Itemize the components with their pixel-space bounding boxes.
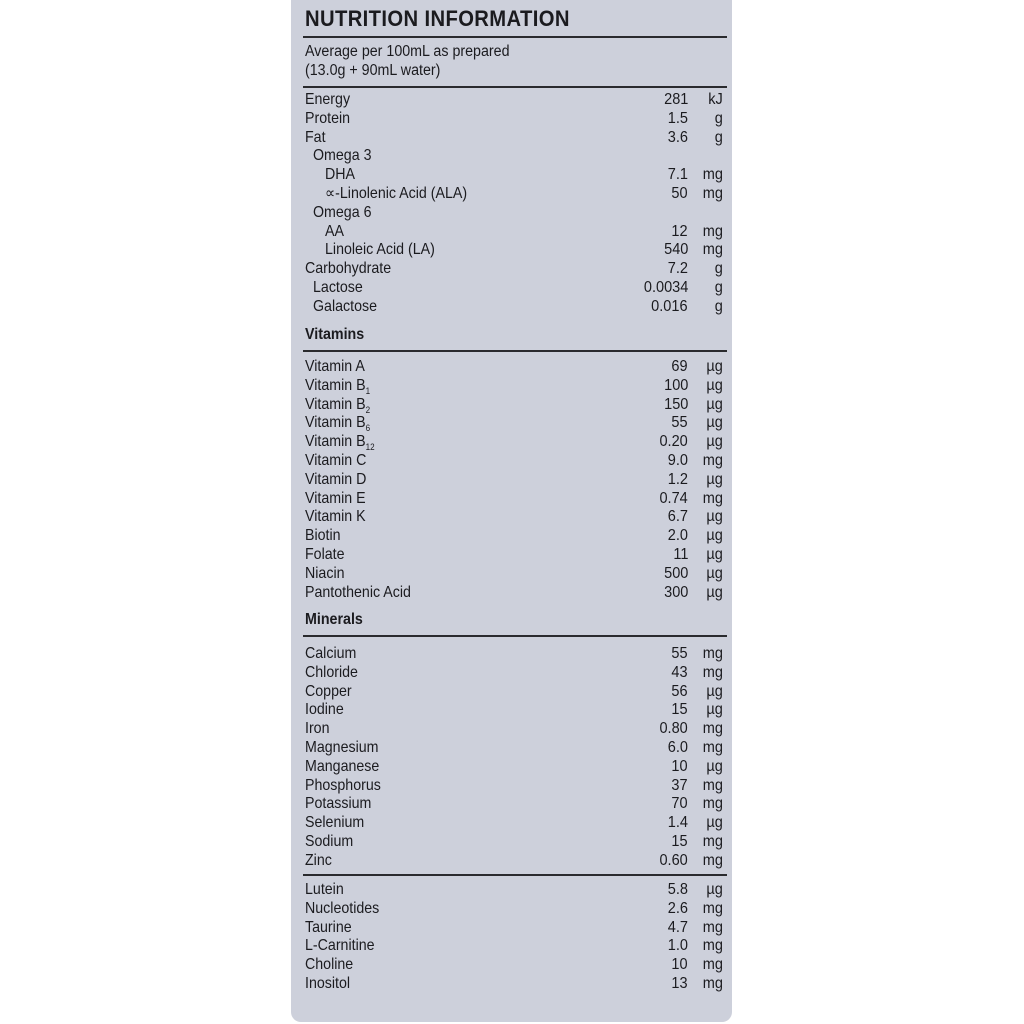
nutrient-row: [305, 795, 725, 814]
nutrient-row: [305, 527, 725, 546]
nutrient-name: [305, 900, 379, 919]
nutrient-unit: g: [714, 297, 723, 315]
minerals-rule: [303, 635, 727, 637]
nutrient-label: Phosphorus: [305, 776, 381, 794]
vitamins-rule: [303, 350, 727, 352]
nutrient-row: [305, 129, 725, 148]
nutrient-name: [305, 814, 364, 833]
nutrient-unit: kJ: [708, 91, 723, 108]
nutrient-label: Vitamin K: [305, 508, 366, 526]
nutrient-label: Sodium: [305, 833, 354, 850]
nutrient-unit: mg: [702, 241, 723, 259]
section-minerals: Minerals: [305, 611, 363, 628]
nutrient-row: [305, 396, 725, 415]
nutrient-label: Omega 3: [313, 147, 372, 165]
nutrient-row: [305, 508, 725, 527]
nutrient-label: Selenium: [305, 814, 365, 832]
section-vitamins: Vitamins: [305, 326, 365, 343]
nutrient-value: 0.80: [659, 720, 688, 738]
nutrient-value: 281: [663, 91, 688, 108]
nutrient-subscript: 6: [365, 423, 371, 434]
nutrient-name: [305, 527, 341, 546]
nutrient-value: 0.60: [659, 851, 688, 869]
nutrient-row: [305, 701, 725, 720]
nutrient-value: 5.8: [667, 881, 688, 898]
title-rule: [303, 36, 727, 38]
nutrient-unit: mg: [702, 851, 723, 869]
nutrient-value: 300: [663, 583, 688, 601]
nutrient-label: Galactose: [313, 297, 378, 315]
nutrient-value: 10: [671, 956, 688, 974]
nutrient-row: [305, 546, 725, 565]
nutrient-label: Zinc: [305, 851, 332, 869]
nutrient-label: Energy: [305, 91, 351, 108]
nutrient-unit: µg: [706, 470, 723, 488]
nutrient-row: [305, 490, 725, 509]
nutrient-unit: mg: [702, 776, 723, 794]
nutrient-value: 10: [671, 757, 688, 775]
nutrient-name: [313, 298, 377, 317]
others-rule: [303, 874, 727, 876]
nutrient-label: Niacin: [305, 564, 345, 582]
nutrient-name: [305, 110, 350, 129]
nutrient-row: [305, 223, 725, 242]
nutrient-unit: µg: [706, 546, 723, 563]
nutrient-name: [305, 129, 326, 148]
nutrient-label: Pantothenic Acid: [305, 583, 411, 601]
nutrient-unit: µg: [706, 414, 723, 432]
nutrient-label: Vitamin D: [305, 470, 367, 488]
nutrient-row: [305, 452, 725, 471]
nutrient-name: [305, 471, 366, 490]
nutrient-row: [305, 147, 725, 166]
nutrient-unit: mg: [702, 918, 723, 936]
nutrient-row: [305, 279, 725, 298]
nutrient-name: [305, 565, 345, 584]
nutrient-value: 2.0: [667, 527, 688, 545]
nutrient-value: 55: [671, 645, 688, 662]
nutrient-name: [305, 833, 353, 852]
nutrient-row: [305, 433, 725, 452]
nutrient-unit: µg: [706, 433, 723, 451]
nutrient-value: 6.0: [667, 739, 688, 756]
nutrient-label: Iron: [305, 720, 330, 738]
nutrient-label: Manganese: [305, 757, 380, 775]
nutrient-name: [305, 795, 371, 814]
nutrient-row: [305, 937, 725, 956]
nutrient-label: Nucleotides: [305, 899, 380, 917]
nutrient-label: Calcium: [305, 645, 357, 662]
nutrient-name: [305, 683, 352, 702]
nutrient-row: [305, 900, 725, 919]
nutrient-unit: mg: [702, 975, 723, 992]
nutrient-row: [305, 241, 725, 260]
nutrient-row: [305, 758, 725, 777]
nutrient-label: Iodine: [305, 701, 344, 719]
nutrient-name: [305, 701, 344, 720]
nutrient-row: [305, 204, 725, 223]
nutrient-value: 7.1: [667, 166, 688, 184]
nutrient-label: Folate: [305, 546, 345, 563]
nutrient-subscript: 12: [365, 442, 375, 453]
nutrient-label: Chloride: [305, 663, 358, 681]
nutrient-unit: mg: [702, 899, 723, 917]
nutrient-value: 1.5: [667, 109, 688, 127]
nutrient-value: 55: [671, 414, 688, 432]
nutrient-name: [305, 777, 381, 796]
nutrient-unit: mg: [702, 663, 723, 681]
nutrient-row: [305, 645, 725, 664]
nutrient-value: 43: [671, 663, 688, 681]
nutrient-name: [305, 91, 350, 110]
nutrient-value: 0.74: [659, 489, 688, 507]
nutrient-value: 11: [672, 546, 688, 563]
nutrient-unit: µg: [706, 881, 723, 898]
nutrient-label: Vitamin B: [305, 414, 366, 432]
nutrient-subscript: 1: [365, 385, 371, 396]
nutrient-subscript: 2: [365, 404, 371, 415]
nutrient-unit: g: [714, 128, 723, 146]
nutrient-value: 69: [671, 358, 688, 375]
nutrient-unit: µg: [706, 564, 723, 582]
nutrient-name: [305, 664, 358, 683]
nutrient-name: [305, 919, 352, 938]
nutrient-unit: mg: [702, 452, 723, 469]
nutrition-panel: [291, 0, 732, 1022]
nutrient-name: [313, 204, 371, 223]
nutrient-label: Protein: [305, 109, 351, 127]
nutrient-unit: mg: [702, 222, 723, 240]
nutrient-value: 1.2: [667, 470, 688, 488]
nutrient-name: [305, 645, 356, 664]
nutrient-value: 6.7: [667, 508, 688, 526]
nutrient-value: 2.6: [667, 899, 688, 917]
nutrient-unit: µg: [706, 757, 723, 775]
nutrient-unit: µg: [706, 583, 723, 601]
nutrient-label: Vitamin E: [305, 489, 366, 507]
nutrient-name: [325, 166, 355, 185]
nutrient-value: 1.4: [667, 814, 688, 832]
nutrient-unit: mg: [702, 166, 723, 184]
nutrient-value: 0.0034: [643, 279, 688, 296]
nutrient-row: [305, 471, 725, 490]
nutrient-label: Vitamin B: [305, 395, 366, 413]
nutrient-name: [305, 584, 411, 603]
nutrient-label: Choline: [305, 956, 354, 974]
nutrient-name: [305, 937, 375, 956]
nutrient-label: DHA: [325, 166, 356, 184]
nutrient-value: 0.20: [659, 433, 688, 451]
nutrient-label: Inositol: [305, 975, 351, 992]
nutrient-label: Omega 6: [313, 203, 372, 221]
nutrient-name: [313, 147, 371, 166]
nutrient-name: [305, 739, 378, 758]
nutrient-unit: µg: [706, 682, 723, 700]
nutrient-name: [325, 241, 435, 260]
nutrient-label: Lactose: [313, 279, 363, 296]
nutrient-label: Biotin: [305, 527, 341, 545]
nutrient-unit: mg: [702, 739, 723, 756]
nutrient-unit: µg: [706, 527, 723, 545]
nutrient-label: Vitamin B: [305, 433, 366, 451]
nutrient-unit: µg: [706, 814, 723, 832]
nutrient-row: [305, 683, 725, 702]
nutrient-name: [305, 358, 365, 377]
nutrient-label: Fat: [305, 128, 326, 146]
nutrient-row: [305, 91, 725, 110]
nutrient-name: [305, 852, 332, 871]
nutrient-name: [305, 452, 366, 471]
nutrient-value: 12: [671, 222, 688, 240]
nutrient-unit: µg: [706, 701, 723, 719]
nutrient-value: 15: [671, 701, 688, 719]
nutrient-row: [305, 298, 725, 317]
nutrient-label: ∝-Linolenic Acid (ALA): [325, 185, 468, 202]
serving-rule: [303, 86, 727, 88]
nutrient-value: 37: [671, 776, 688, 794]
nutrient-name: [305, 758, 379, 777]
nutrient-row: [305, 956, 725, 975]
nutrient-row: [305, 166, 725, 185]
nutrient-value: 70: [671, 795, 688, 813]
nutrient-label: Copper: [305, 682, 352, 700]
nutrient-name: [305, 490, 366, 509]
nutrient-unit: mg: [702, 185, 723, 202]
nutrient-row: [305, 975, 725, 994]
nutrient-unit: g: [714, 109, 723, 127]
nutrient-row: [305, 664, 725, 683]
nutrient-label: Taurine: [305, 918, 352, 936]
nutrient-value: 56: [671, 682, 688, 700]
serving-line-2: (13.0g + 90mL water): [305, 62, 441, 79]
nutrient-value: 3.6: [667, 128, 688, 146]
nutrient-row: [305, 565, 725, 584]
nutrient-name: [305, 260, 391, 279]
nutrient-row: [305, 185, 725, 204]
nutrient-unit: g: [714, 260, 723, 278]
nutrient-row: [305, 584, 725, 603]
nutrient-unit: mg: [702, 489, 723, 507]
nutrient-label: Lutein: [305, 881, 344, 898]
nutrient-unit: µg: [706, 358, 723, 375]
nutrient-label: Vitamin C: [305, 452, 367, 469]
nutrient-unit: mg: [702, 795, 723, 813]
nutrient-value: 150: [663, 395, 688, 413]
nutrient-name: [325, 223, 344, 242]
nutrient-unit: g: [714, 279, 723, 296]
nutrient-row: [305, 881, 725, 900]
nutrient-value: 15: [671, 833, 688, 850]
nutrient-name: [305, 881, 344, 900]
nutrient-unit: mg: [702, 833, 723, 850]
nutrient-label: Magnesium: [305, 739, 379, 756]
panel-title: NUTRITION INFORMATION: [305, 6, 570, 31]
nutrient-name: [305, 720, 330, 739]
nutrient-row: [305, 852, 725, 871]
nutrient-label: Vitamin A: [305, 358, 365, 375]
nutrient-value: 7.2: [667, 260, 688, 278]
nutrient-row: [305, 414, 725, 433]
serving-line-1: Average per 100mL as prepared: [305, 43, 510, 60]
nutrient-unit: µg: [706, 508, 723, 526]
nutrient-unit: mg: [702, 720, 723, 738]
nutrient-unit: mg: [702, 645, 723, 662]
nutrient-row: [305, 739, 725, 758]
nutrient-row: [305, 358, 725, 377]
nutrient-name: [305, 508, 366, 527]
nutrient-unit: mg: [702, 937, 723, 955]
nutrient-value: 9.0: [667, 452, 688, 469]
nutrient-row: [305, 377, 725, 396]
nutrient-name: [305, 956, 353, 975]
nutrient-label: AA: [325, 222, 344, 240]
nutrient-name: [313, 279, 363, 298]
nutrient-value: 100: [663, 376, 688, 394]
nutrient-label: Potassium: [305, 795, 372, 813]
nutrient-value: 1.0: [667, 937, 688, 955]
nutrient-row: [305, 720, 725, 739]
nutrient-row: [305, 777, 725, 796]
nutrient-row: [305, 260, 725, 279]
nutrient-name: [305, 975, 350, 994]
nutrient-name: [305, 546, 345, 565]
nutrient-unit: mg: [702, 956, 723, 974]
nutrient-row: [305, 110, 725, 129]
nutrient-value: 0.016: [651, 297, 688, 315]
nutrient-label: Carbohydrate: [305, 260, 392, 278]
nutrient-value: 50: [671, 185, 688, 202]
nutrient-label: L-Carnitine: [305, 937, 375, 955]
nutrient-label: Linoleic Acid (LA): [325, 241, 435, 259]
nutrient-value: 13: [671, 975, 688, 992]
nutrient-value: 500: [663, 564, 688, 582]
nutrient-unit: µg: [706, 376, 723, 394]
nutrient-value: 4.7: [667, 918, 688, 936]
nutrient-row: [305, 919, 725, 938]
nutrient-row: [305, 833, 725, 852]
nutrient-label: Vitamin B: [305, 376, 366, 394]
nutrient-name: [325, 185, 467, 204]
nutrient-row: [305, 814, 725, 833]
nutrient-value: 540: [663, 241, 688, 259]
nutrient-unit: µg: [706, 395, 723, 413]
